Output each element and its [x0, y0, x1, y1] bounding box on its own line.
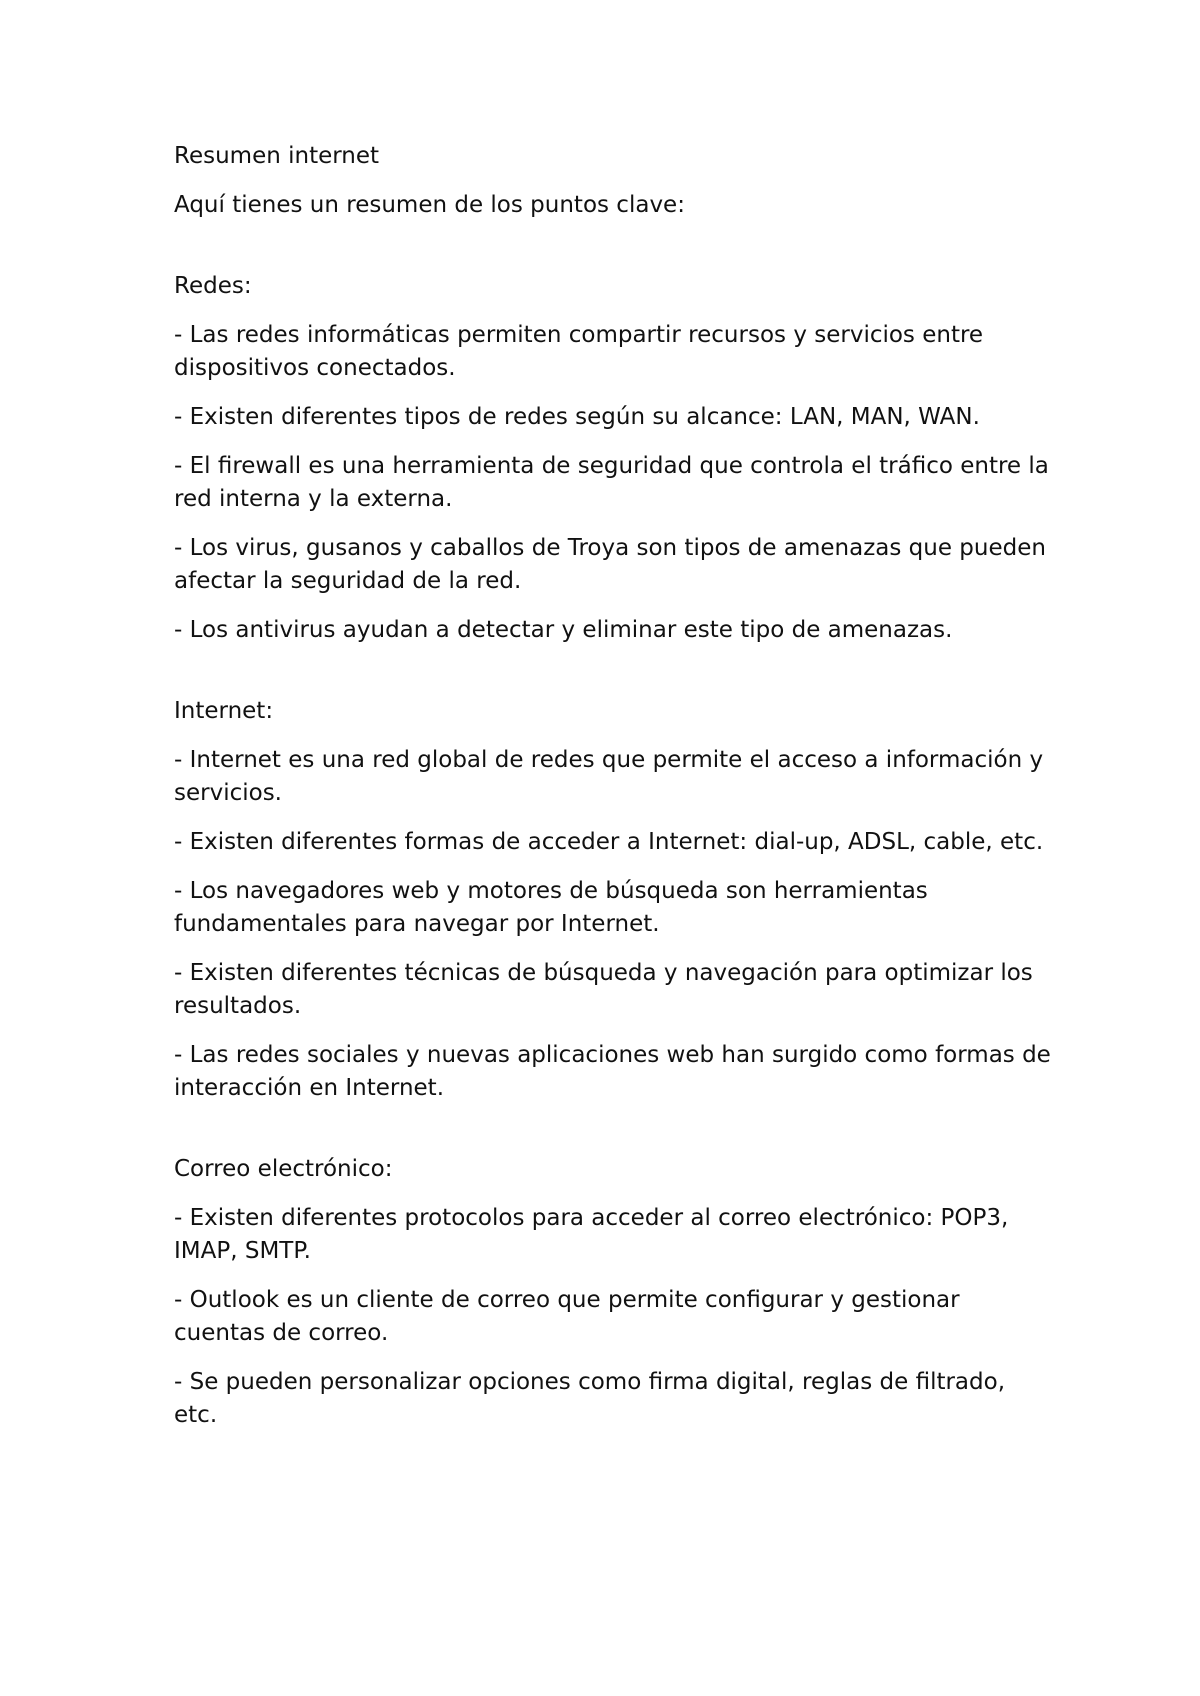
- document-title: Resumen internet: [174, 143, 380, 169]
- list-item: - Existen diferentes protocolos para acceder al correo electrónico: POP3, IMAP, SMTP.: [174, 1205, 1009, 1264]
- list-item: - Existen diferentes formas de acceder a Internet: dial-up, ADSL, cable, etc.: [174, 829, 1044, 855]
- list-item: - Existen diferentes tipos de redes según su alcance: LAN, MAN, WAN.: [174, 404, 980, 430]
- document-page: [174, 140, 1054, 1448]
- section-heading-correo: Correo electrónico:: [174, 1156, 393, 1182]
- list-item: - Las redes informáticas permiten compartir recursos y servicios entre dispositivos conectados.: [174, 322, 984, 381]
- list-item: - Internet es una red global de redes que permite el acceso a información y servicios.: [174, 747, 1044, 806]
- section-heading-redes: Redes:: [174, 273, 252, 299]
- section-spacer: [174, 1121, 1054, 1153]
- list-item: - Existen diferentes técnicas de búsqueda y navegación para optimizar los resultados.: [174, 960, 1033, 1019]
- section-spacer: [174, 663, 1054, 695]
- list-item: - Los navegadores web y motores de búsqueda son herramientas fundamentales para navegar por Internet.: [174, 878, 928, 937]
- list-item: - El firewall es una herramienta de seguridad que controla el tráfico entre la red interna y la externa.: [174, 453, 1049, 512]
- section-spacer: [174, 238, 1054, 270]
- list-item: - Los antivirus ayudan a detectar y eliminar este tipo de amenazas.: [174, 617, 953, 643]
- list-item: - Las redes sociales y nuevas aplicaciones web han surgido como formas de interacción en Internet.: [174, 1042, 1051, 1101]
- list-item: - Se pueden personalizar opciones como firma digital, reglas de filtrado, etc.: [174, 1369, 1006, 1428]
- list-item: - Outlook es un cliente de correo que permite configurar y gestionar cuentas de correo.: [174, 1287, 960, 1346]
- list-item: - Los virus, gusanos y caballos de Troya son tipos de amenazas que pueden afectar la seguridad de la red.: [174, 535, 1046, 594]
- section-heading-internet: Internet:: [174, 698, 274, 724]
- document-intro: Aquí tienes un resumen de los puntos clave:: [174, 192, 685, 218]
